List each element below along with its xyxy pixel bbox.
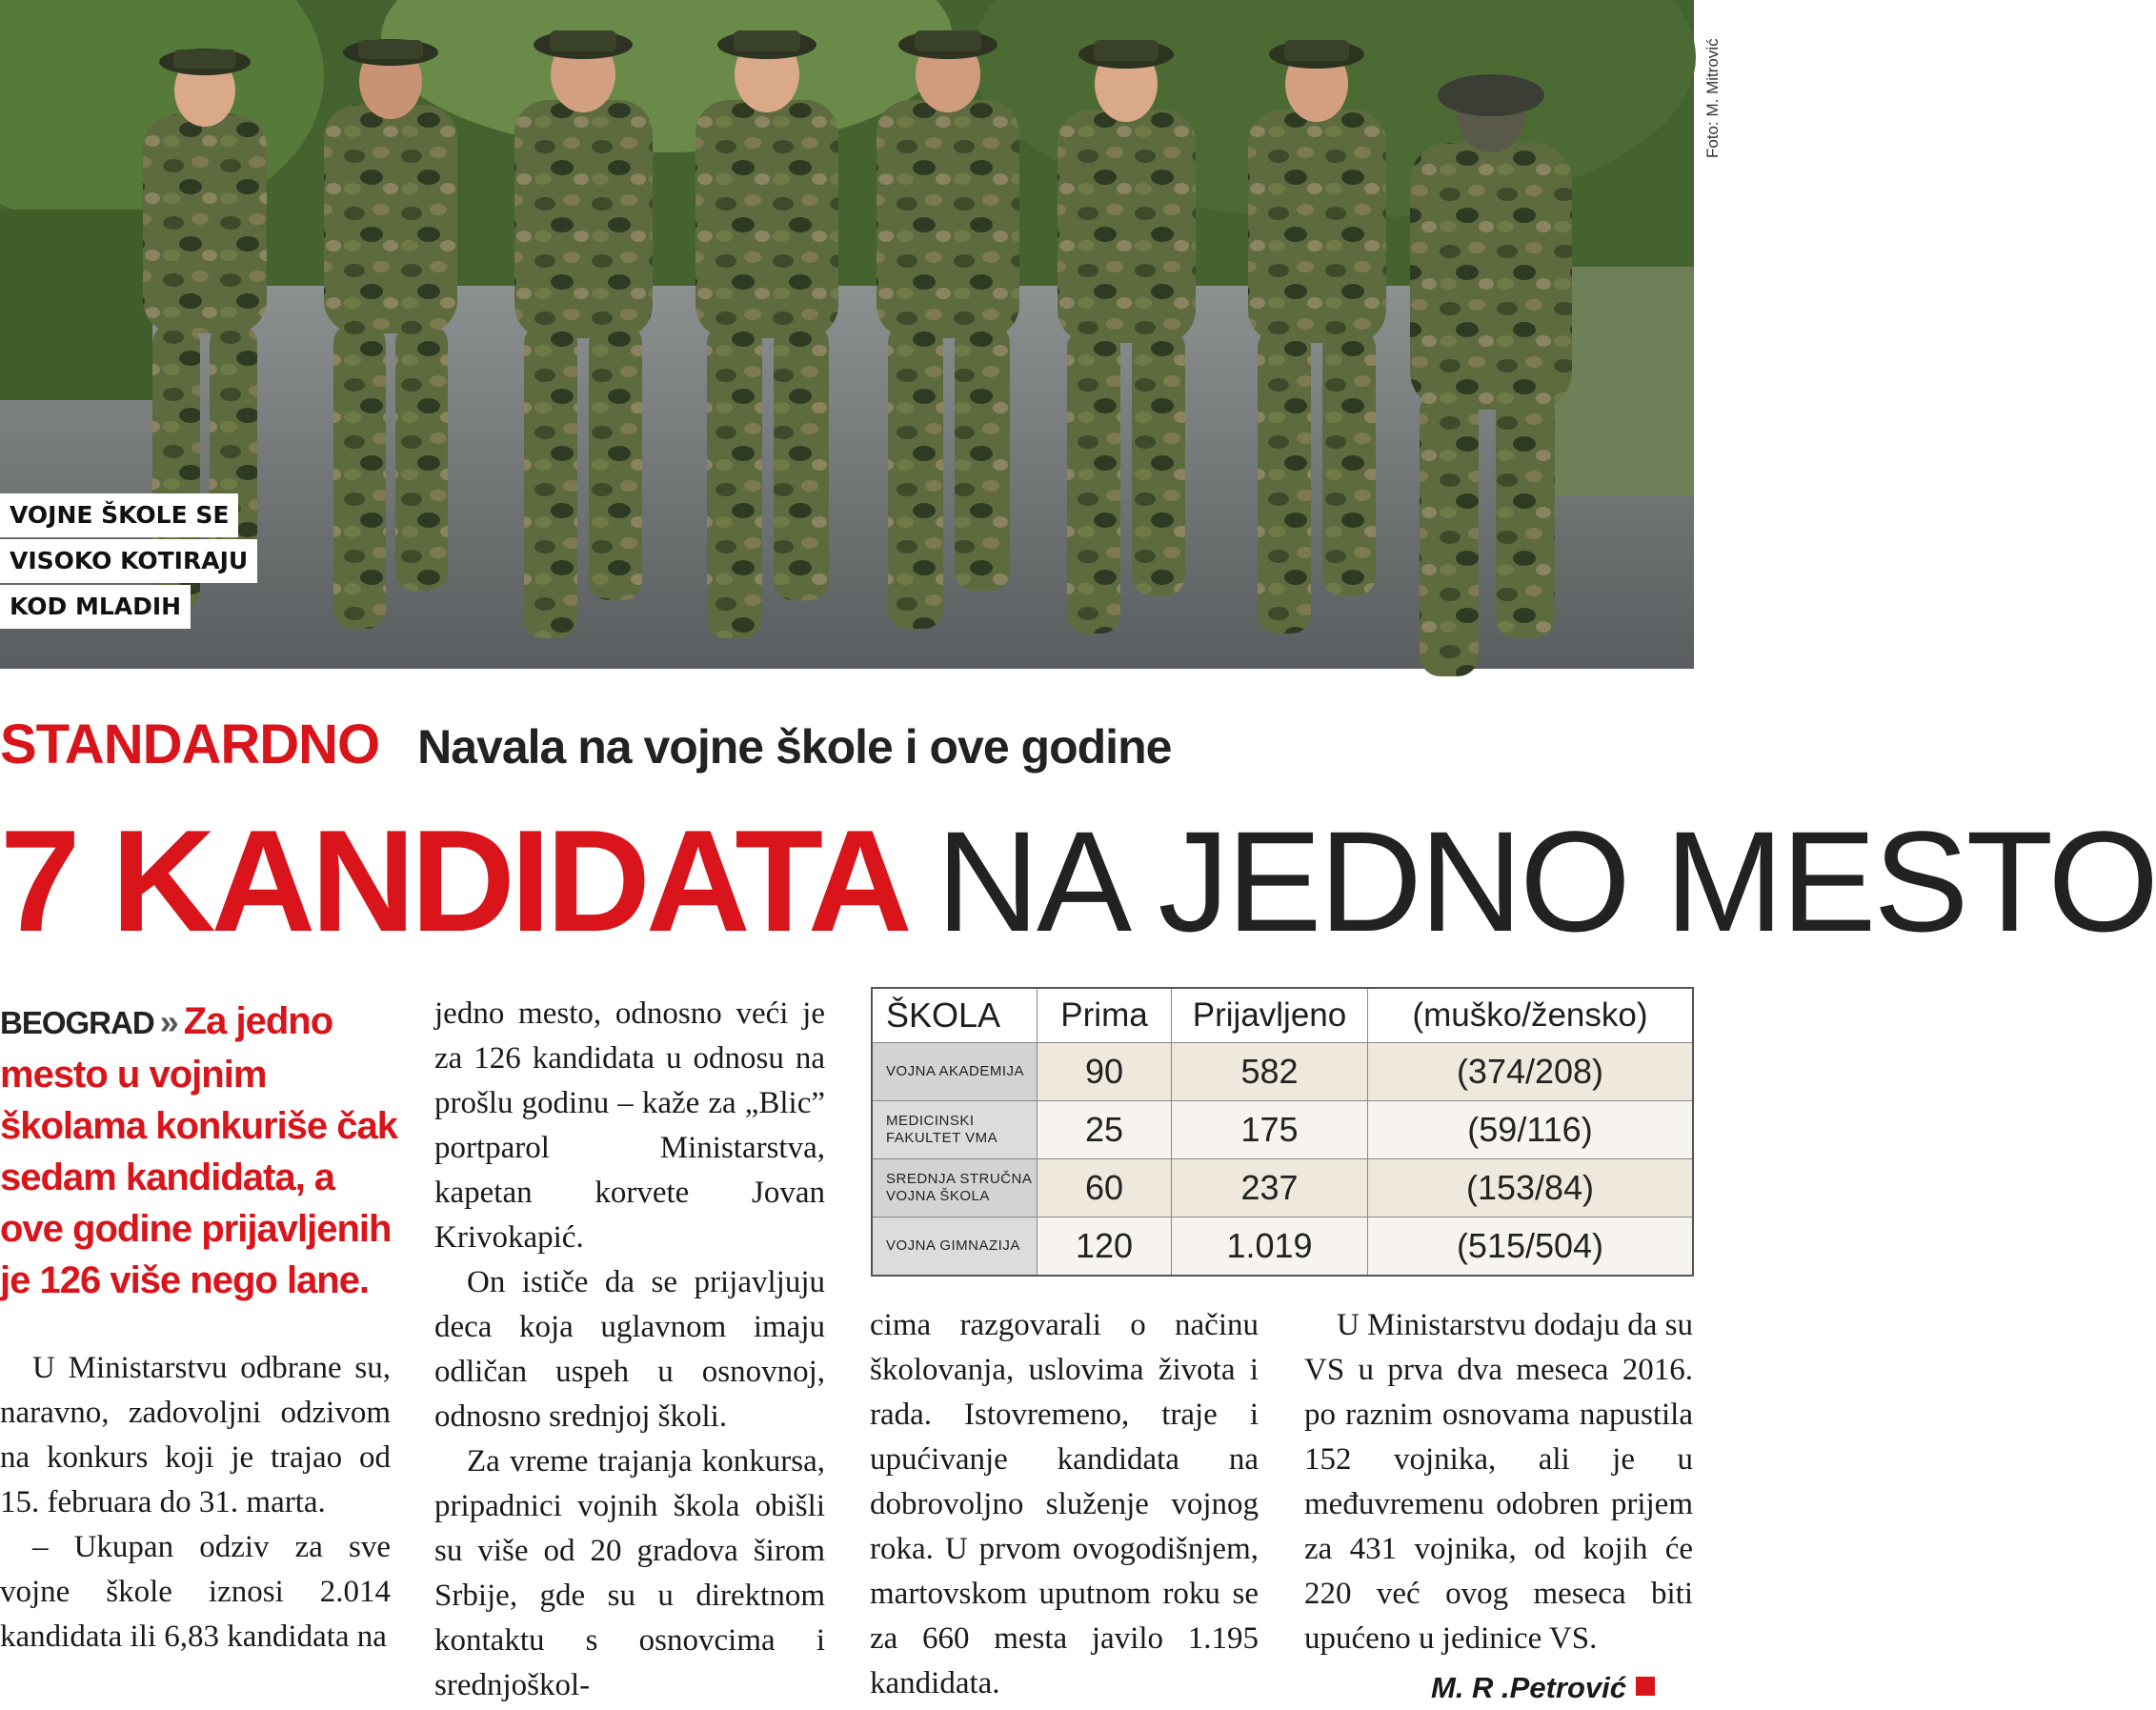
headline-light: NA JEDNO MESTO (936, 801, 2156, 961)
table-cell-prijavljeno: 582 (1172, 1043, 1368, 1101)
body-paragraph: U Ministarstvu odbrane su, naravno, zadovoljni odzivom na konkurs koji je trajao od 15. februara do 31. marta. (0, 1351, 391, 1519)
end-mark-icon (1636, 1677, 1655, 1696)
author-signature (1304, 1665, 1693, 1710)
body-paragraph: U Ministarstvu dodaju da su VS u prva dva meseca 2016. po raznim osnovama napustila 152 vojnika, ali je u međuvremenu odobren prijem za 431 vojnika, od kojih će 220 već ovog meseca biti upućeno u jedinice VS. (1304, 1308, 1693, 1656)
body-column-3 (870, 1303, 1259, 1706)
body-paragraph: cima razgovarali o načinu školovanja, uslovima života i rada. Istovremeno, traje i upućivanje kandidata na dobrovoljno služenje vojnog roka. U prvom ovogodišnjem, martovskom uputnom roku se za 660 mesta javilo 1.195 kandidata. (870, 1308, 1259, 1700)
headline (0, 798, 2156, 960)
column-header-school: ŠKOLA (872, 988, 1038, 1043)
author-name: M. R .Petrović (1431, 1671, 1626, 1704)
table-row (872, 1043, 1693, 1101)
table-cell-split: (515/504) (1368, 1217, 1694, 1277)
headline-bold: 7 KANDIDATA (0, 800, 908, 962)
double-chevron-icon: » (159, 1002, 178, 1041)
table-cell-school: SREDNJA STRUČNA VOJNA ŠKOLA (872, 1159, 1038, 1217)
body-column-1 (0, 1346, 391, 1660)
body-column-2 (434, 992, 825, 1708)
table-cell-school: MEDICINSKI FAKULTET VMA (872, 1101, 1038, 1159)
body-paragraph: – Ukupan odziv za sve vojne škole iznosi 2.014 kandidata ili 6,83 kandidata na (0, 1530, 391, 1654)
table-cell-prijavljeno: 175 (1172, 1101, 1368, 1159)
statistics-table (871, 987, 1694, 1277)
table-cell-school: VOJNA GIMNAZIJA (872, 1217, 1038, 1277)
caption-line: VISOKO KOTIRAJU (0, 539, 257, 583)
table-cell-prima: 60 (1038, 1159, 1172, 1217)
table-cell-school: VOJNA AKADEMIJA (872, 1043, 1038, 1101)
body-paragraph: On ističe da se prijavljuju deca koja uglavnom imaju odličan uspeh u osnovnoj, odnosno srednjoj školi. (434, 1265, 825, 1434)
table-cell-prijavljeno: 237 (1172, 1159, 1368, 1217)
dateline: BEOGRAD (0, 1005, 154, 1040)
table-cell-prima: 25 (1038, 1101, 1172, 1159)
column-header-split: (muško/žensko) (1368, 988, 1694, 1043)
table-cell-split: (374/208) (1368, 1043, 1694, 1101)
table-cell-prima: 90 (1038, 1043, 1172, 1101)
body-paragraph: Za vreme trajanja konkursa, pripadnici vojnih škola obišli su više od 20 gradova širom Srbije, gde su u direktnom kontaktu s osnovcima i srednjoškol- (434, 1444, 825, 1702)
kicker (0, 713, 1171, 779)
kicker-text: Navala na vojne škole i ove godine (417, 720, 1172, 774)
table-row (872, 1217, 1693, 1277)
table-cell-prima: 120 (1038, 1217, 1172, 1277)
caption-line: VOJNE ŠKOLE SE (0, 493, 238, 537)
lead-paragraph (0, 996, 400, 1306)
kicker-label: STANDARDNO (0, 714, 380, 775)
table-row (872, 1159, 1693, 1217)
lead-text: Za jedno mesto u vojnim školama konkuriše čak sedam kandidata, a ove godine prijavljenih je 126 više nego lane. (0, 1000, 398, 1301)
table-cell-prijavljeno: 1.019 (1172, 1217, 1368, 1277)
hero-photo (0, 0, 1694, 669)
photo-caption (0, 493, 257, 631)
table-header-row (872, 988, 1693, 1043)
table-cell-split: (59/116) (1368, 1101, 1694, 1159)
column-header-prima: Prima (1038, 988, 1172, 1043)
column-header-prijavljeno: Prijavljeno (1172, 988, 1368, 1043)
body-paragraph: jedno mesto, odnosno veći je za 126 kandidata u odnosu na prošlu godinu – kaže za „Blic” portparol Ministarstva, kapetan korvete Jovan Krivokapić. (434, 996, 825, 1255)
table-cell-split: (153/84) (1368, 1159, 1694, 1217)
caption-line: KOD MLADIH (0, 585, 191, 629)
table-row (872, 1101, 1693, 1159)
body-column-4 (1304, 1303, 1693, 1710)
photo-credit: Foto: M. Mitrović (1703, 38, 1722, 158)
